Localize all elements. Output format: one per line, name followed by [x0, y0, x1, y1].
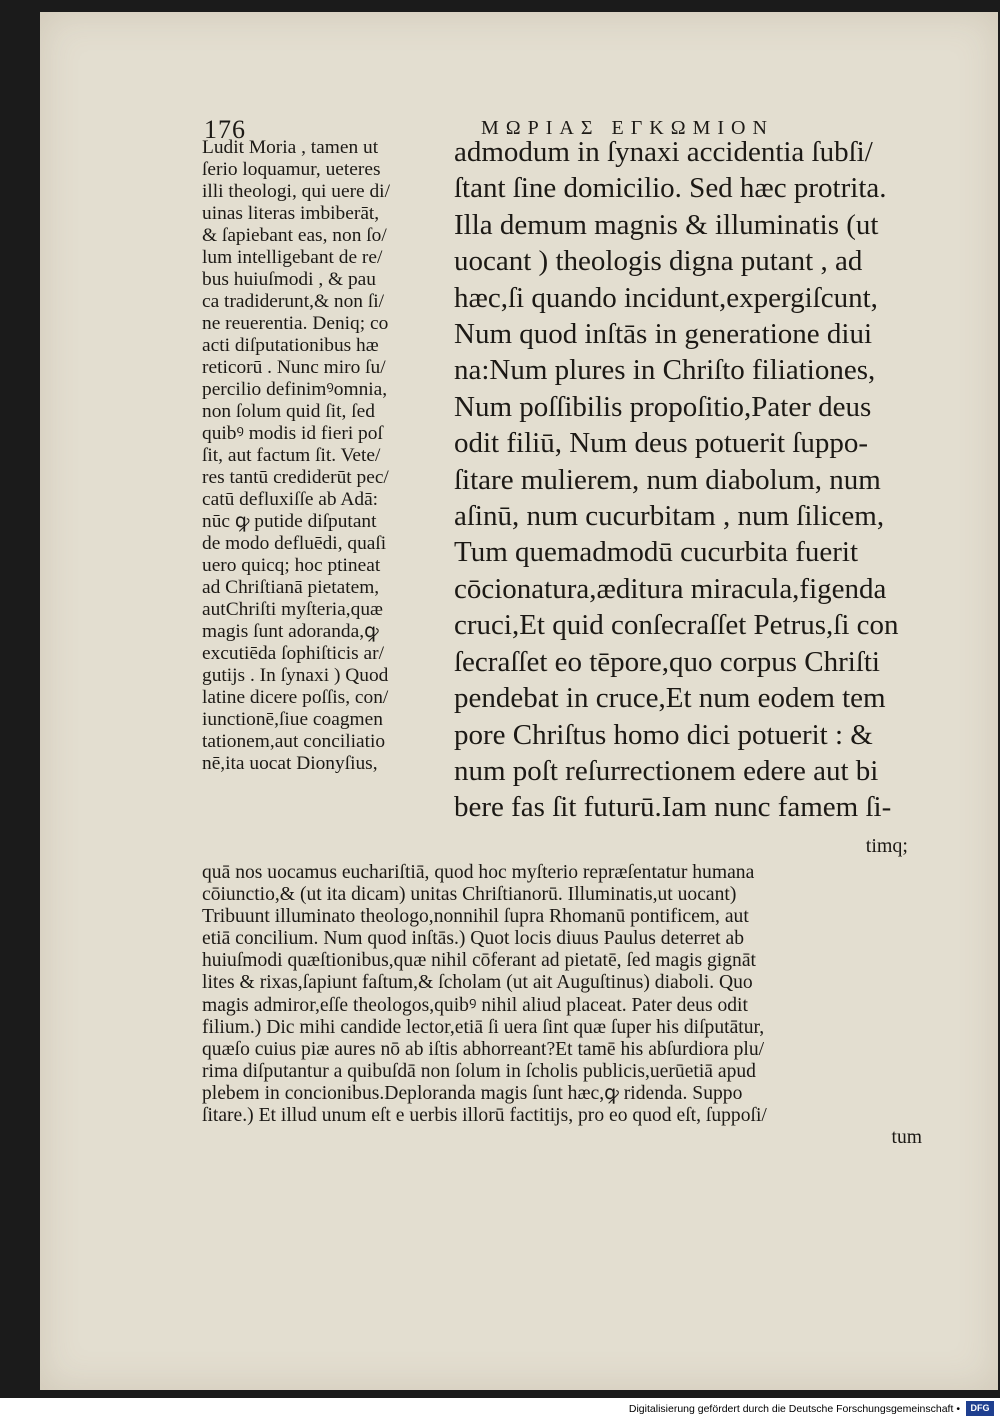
text-line: odit filiū, Num deus potuerit ſuppo- — [454, 427, 869, 460]
gloss-line: ca tradiderunt,& non ſi/ — [202, 291, 385, 312]
gloss-line: latine dicere poſſis, con/ — [202, 687, 389, 708]
gloss-line: ad Chriſtianā pietatem, — [202, 577, 380, 598]
commentary-line: magis admiror,eſſe theologos,quibꝰ nihil aliud placeat. Pater deus odit — [202, 994, 748, 1016]
commentary-line: cōiunctio,& (ut ita dicam) unitas Chriſtianorū. Illuminatis,ut uocant) — [202, 884, 737, 906]
gloss-line: Ludit Moria , tamen ut — [202, 137, 379, 158]
gloss-line: res tantū crediderūt pec/ — [202, 467, 389, 488]
text-line: uocant ) theologis digna putant , ad — [454, 245, 863, 278]
page-number: 176 — [204, 115, 246, 144]
gloss-line: iunctionē,ſiue coagmen — [202, 709, 383, 730]
text-line: hæc,ſi quando incidunt,expergiſcunt, — [454, 281, 878, 314]
commentary-line: huiuſmodi quæſtionibus,quæ nihil cōferant ad pietatē, ſed magis gignāt — [202, 950, 756, 972]
gloss-line: nūc ꝙ putide diſputant — [202, 511, 377, 532]
gloss-line: reticorū . Nunc miro ſu/ — [202, 357, 386, 378]
gloss-line: bus huiuſmodi , & pau — [202, 269, 376, 290]
commentary-line: quā nos uocamus euchariſtiā, quod hoc myſterio repræſentatur humana — [202, 862, 755, 883]
gloss-line: autChriſti myſteria,quæ — [202, 599, 383, 620]
commentary-line: Tribuunt illuminato theologo,nonnihil ſupra Rhomanū pontificem, aut — [202, 906, 749, 928]
commentary-line: lites & rixas,ſapiunt faſtum,& ſcholam (ut ait Auguſtinus) diaboli. Quo — [202, 972, 753, 994]
text-line: num poſt reſurrectionem edere aut bi — [454, 754, 879, 787]
funding-notice: Digitalisierung gefördert durch die Deutsche Forschungsgemeinschaft • — [628, 1403, 960, 1415]
text-line: cruci,Et quid conſecraſſet Petrus,ſi con — [454, 609, 899, 642]
commentary-line: etiā concilium. Num quod inſtās.) Quot locis diuus Paulus deterret ab — [202, 928, 744, 950]
gloss-line: quibꝰ modis id fieri poſ — [202, 423, 383, 444]
gloss-line: percilio definimꝰomnia, — [202, 379, 388, 400]
gloss-line: acti diſputationibus hæ — [202, 335, 379, 356]
main-text-column — [454, 134, 916, 866]
gloss-line: ſerio loquamur, ueteres — [202, 159, 381, 180]
text-line: Num poſſibilis propoſitio,Pater deus — [454, 390, 872, 423]
commentary-line: tum — [891, 1127, 922, 1149]
dfg-logo: DFG — [966, 1401, 994, 1416]
text-line: Illa demum magnis & illuminatis (ut — [454, 208, 879, 241]
text-line: ſitare mulierem, num diabolum, num — [454, 463, 881, 496]
text-line: ſecraſſet eo tēpore,quo corpus Chriſti — [454, 645, 880, 678]
gloss-line: uero quicq; hoc ptineat — [202, 555, 381, 576]
running-head: ΜΩΡΙΑΣ ΕΓΚΩΜΙΟΝ — [481, 117, 774, 139]
gloss-line: magis ſunt adoranda,ꝙ — [202, 621, 379, 642]
gloss-line: uinas literas imbiberāt, — [202, 203, 380, 224]
gloss-line: catū defluxiſſe ab Adā: — [202, 489, 379, 510]
text-line: bere fas ſit futurū.Iam nunc famem ſi- — [454, 791, 892, 824]
gloss-line: tationem,aut conciliatio — [202, 731, 386, 752]
gloss-line: gutijs . In ſynaxi ) Quod — [202, 665, 389, 686]
text-line: aſinū, num cucurbitam , num ſilicem, — [454, 500, 885, 533]
gloss-line: de modo defluēdi, quaſi — [202, 533, 387, 554]
marginal-gloss-column — [202, 137, 447, 775]
commentary-line: plebem in concionibus.Deploranda magis ſunt hæc,ꝙ ridenda. Suppo — [202, 1082, 743, 1104]
commentary-line: filium.) Dic mihi candide lector,etiā ſi uera ſint quæ ſuper his diſputātur, — [202, 1016, 765, 1038]
commentary-line: quæſo cuius piæ aures nō ab iſtis abhorreant?Et tamē his abſurdiora plu/ — [202, 1038, 765, 1060]
text-line: admodum in ſynaxi accidentia ſubſi/ — [454, 136, 873, 168]
commentary-line: ſitare.) Et illud unum eſt e uerbis illorū factitijs, pro eo quod eſt, ſuppoſi/ — [202, 1105, 767, 1127]
gloss-line: ne reuerentia. Deniq; co — [202, 313, 389, 334]
gloss-line: non ſolum quid ſit, ſed — [202, 401, 375, 422]
text-line: cōcionatura,æditura miracula,figenda — [454, 572, 887, 605]
text-line: ſtant ſine domicilio. Sed hæc protrita. — [454, 172, 887, 205]
gloss-line: lum intelligebant de re/ — [202, 247, 383, 268]
text-line: timq; — [865, 834, 908, 857]
commentary-block — [202, 862, 922, 1149]
commentary-line: rima diſputantur a quibuſdā non ſolum in ſcholis publicis,uerūetiā apud — [202, 1060, 756, 1082]
gloss-line: illi theologi, qui uere di/ — [202, 181, 390, 202]
gloss-line: nē,ita uocat Dionyſius, — [202, 753, 378, 774]
text-line: Tum quemadmodū cucurbita fuerit — [454, 536, 859, 569]
gloss-line: excutiēda ſophiſticis ar/ — [202, 643, 384, 664]
text-line: pore Chriſtus homo dici potuerit : & — [454, 718, 873, 751]
gloss-line: & ſapiebant eas, non ſo/ — [202, 225, 387, 246]
text-line: pendebat in cruce,Et num eodem tem — [454, 682, 886, 715]
text-line: Num quod inſtās in generatione diui — [454, 318, 873, 351]
text-line: na:Num plures in Chriſto filiationes, — [454, 354, 876, 387]
gloss-line: ſit, aut factum ſit. Vete/ — [202, 445, 381, 466]
digitization-footer — [0, 1398, 1000, 1420]
